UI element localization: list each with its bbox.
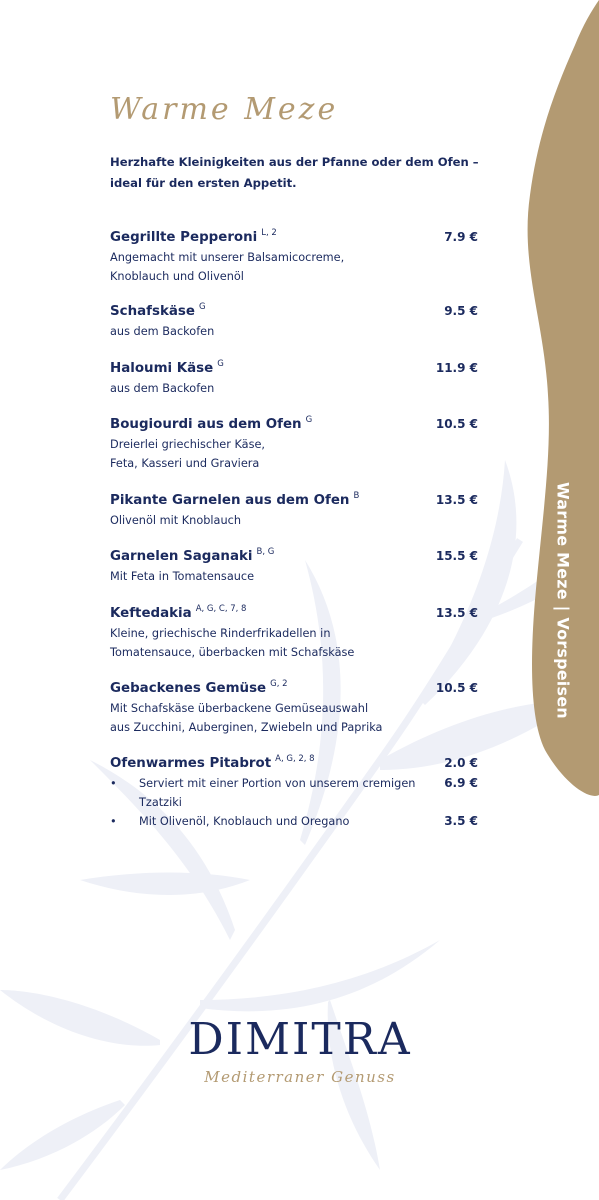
item-price: 13.5 € (435, 493, 478, 507)
menu-item (110, 602, 480, 662)
menu-item (110, 545, 480, 586)
menu-item (110, 752, 480, 831)
item-description-line: aus dem Backofen (110, 382, 215, 395)
item-name: Haloumi Käse (110, 361, 214, 376)
item-allergens: G (198, 301, 206, 312)
item-name: Bougiourdi aus dem Ofen (110, 417, 302, 432)
sub-item (110, 774, 480, 812)
item-price: 15.5 € (435, 549, 478, 563)
item-name: Gebackenes Gemüse (110, 681, 267, 696)
item-description-line: Tomatensauce, überbacken mit Schafskäse (110, 646, 355, 659)
menu-item (110, 413, 480, 473)
item-allergens: L, 2 (261, 227, 277, 238)
brand-tagline: Mediterraner Genuss (204, 1068, 396, 1086)
item-price: 10.5 € (435, 681, 478, 695)
item-description-line: Knoblauch und Olivenöl (110, 270, 244, 283)
item-price: 7.9 € (444, 230, 478, 244)
item-description-line: aus Zucchini, Auberginen, Zwiebeln und Paprika (110, 721, 383, 734)
item-description-line: Angemacht mit unserer Balsamicocreme, (110, 251, 345, 264)
menu-item (110, 489, 480, 530)
side-label-text: Warme Meze | Vorspeisen (553, 481, 573, 719)
item-price: 13.5 € (435, 606, 478, 620)
item-allergens: G, 2 (270, 678, 288, 689)
item-description (110, 322, 480, 341)
section-title: Warme Meze (110, 92, 339, 127)
item-allergens: G (217, 358, 224, 369)
sub-item-price: 6.9 € (444, 776, 478, 790)
menu-item (110, 300, 480, 341)
item-description-line: Mit Schafskäse überbackene Gemüseauswahl (110, 702, 369, 715)
item-name: Gegrillte Pepperoni (110, 230, 258, 245)
bullet: • (110, 815, 117, 828)
item-name: Ofenwarmes Pitabrot (110, 756, 272, 771)
item-description-line: Feta, Kasseri und Graviera (110, 457, 260, 470)
sub-item (110, 812, 480, 831)
item-description (110, 511, 480, 530)
item-price: 2.0 € (444, 756, 478, 770)
item-name: Keftedakia (110, 606, 192, 621)
item-description-line: Mit Feta in Tomatensauce (110, 570, 255, 583)
bullet: • (110, 777, 117, 790)
item-allergens: G (305, 414, 313, 425)
item-description (110, 435, 480, 473)
item-allergens: A, G, C, 7, 8 (195, 603, 247, 614)
item-description-line: Dreierlei griechischer Käse, (110, 438, 266, 451)
item-allergens: B (353, 490, 360, 501)
item-description-line: Olivenöl mit Knoblauch (110, 514, 242, 527)
item-name: Schafskäse (110, 304, 195, 319)
item-description (110, 699, 480, 737)
item-description (110, 567, 480, 586)
sub-item-text: Mit Olivenöl, Knoblauch und Oregano (139, 815, 350, 828)
item-description (110, 624, 480, 662)
item-allergens: A, G, 2, 8 (275, 753, 315, 764)
section-intro: Herzhafte Kleinigkeiten aus der Pfanne oder dem Ofen – ideal für den ersten Appetit. (110, 155, 479, 190)
menu-item (110, 677, 480, 737)
item-name: Pikante Garnelen aus dem Ofen (110, 493, 350, 508)
item-description-line: Kleine, griechische Rinderfrikadellen in (110, 627, 331, 640)
restaurant-logo (180, 1016, 420, 1088)
brand-name: DIMITRA (188, 1014, 412, 1065)
menu-item (110, 226, 480, 286)
item-description (110, 248, 480, 286)
sub-item-price: 3.5 € (444, 814, 478, 828)
menu-item (110, 357, 480, 398)
side-section-label (546, 470, 580, 730)
sub-item-list (110, 774, 480, 831)
item-price: 9.5 € (444, 304, 478, 318)
item-description-line: aus dem Backofen (110, 325, 215, 338)
item-name: Garnelen Saganaki (110, 549, 253, 564)
item-description (110, 379, 480, 398)
item-price: 10.5 € (435, 417, 478, 431)
item-allergens: B, G (256, 546, 275, 557)
sub-item-text: Serviert mit einer Portion von unserem cremigen Tzatziki (139, 777, 416, 809)
item-price: 11.9 € (435, 361, 478, 375)
